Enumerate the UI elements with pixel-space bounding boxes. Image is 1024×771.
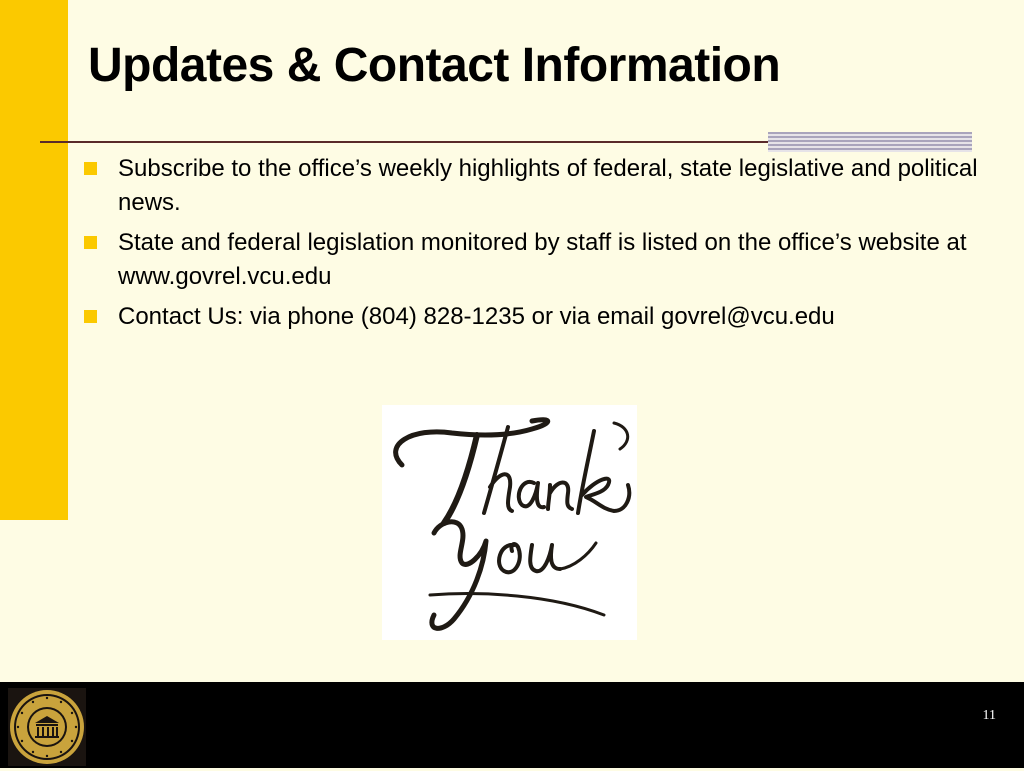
gold-accent-bar [0,0,68,520]
bullet-text: Contact Us: via phone (804) 828-1235 or via email govrel@vcu.edu [118,303,835,330]
bullet-text: Subscribe to the office’s weekly highlights of federal, state legislative and political news. [118,155,978,216]
footer-bar [0,682,1024,768]
bullet-list [84,152,1004,340]
square-bullet-icon [84,310,97,323]
bullet-text: State and federal legislation monitored by staff is listed on the office’s website at www.govrel.vcu.edu [118,229,967,290]
square-bullet-icon [84,236,97,249]
thank-you-calligraphy [382,405,637,640]
bullet-item [84,300,1004,334]
bullet-item [84,152,1004,220]
page-number: 11 [982,708,996,723]
slide-title: Updates & Contact Information [88,39,781,92]
thank-you-image [382,405,637,640]
bullet-item [84,226,1004,294]
divider-accent [768,132,972,152]
square-bullet-icon [84,162,97,175]
university-seal-icon [8,688,86,766]
